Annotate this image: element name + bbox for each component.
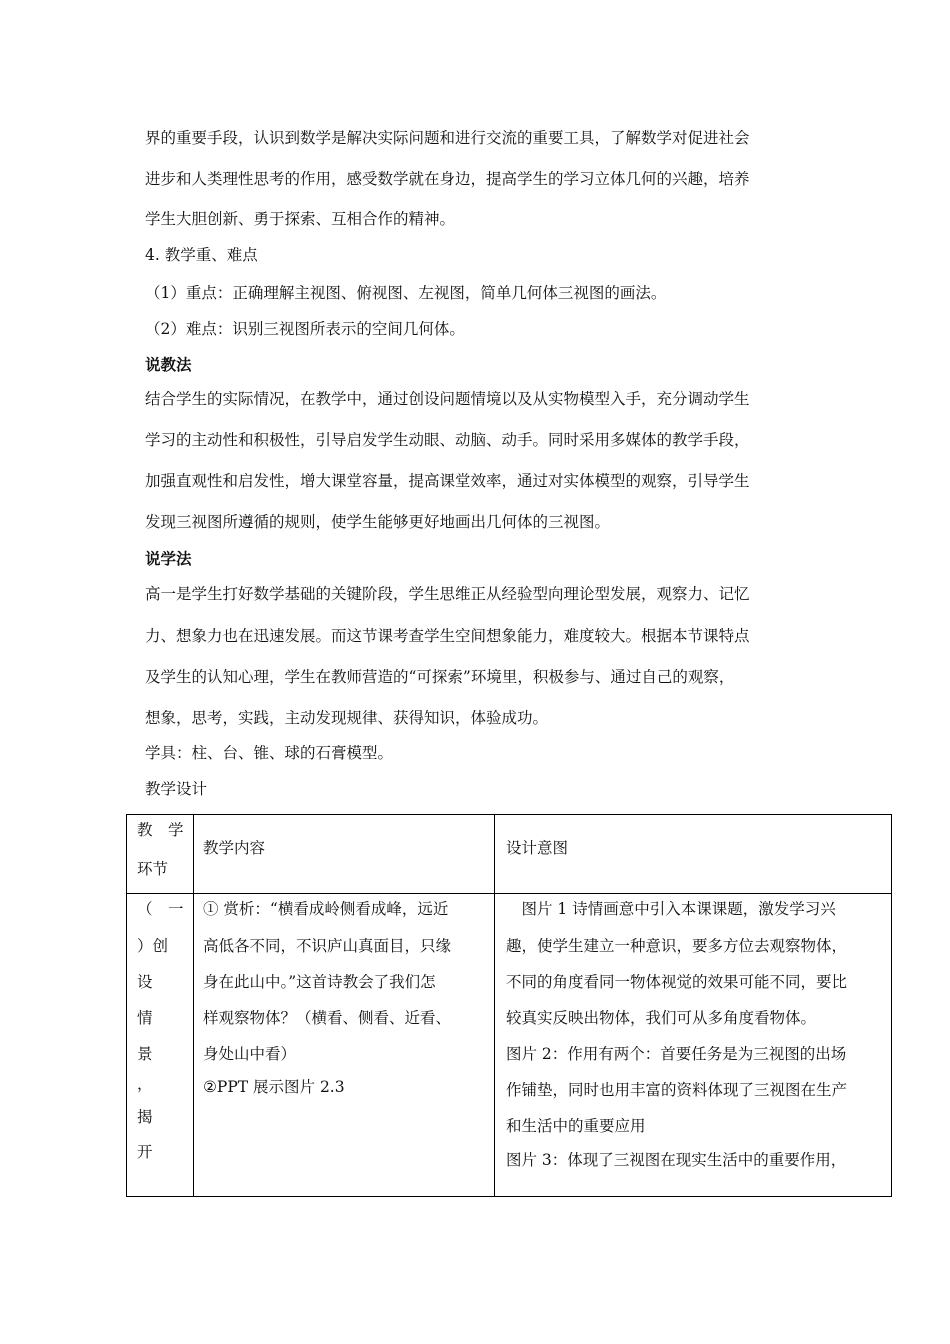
body-text-line: 加强直观性和启发性，增大课堂容量，提高课堂效率，通过对实体模型的观察，引导学生 bbox=[145, 472, 750, 490]
content-line: ②PPT 展示图片 2.3 bbox=[203, 1078, 345, 1096]
heading-learning-method: 说学法 bbox=[145, 550, 192, 568]
body-text-line: 及学生的认知心理，学生在教师营造的“可探索”环境里，积极参与、通过自己的观察， bbox=[145, 668, 735, 686]
table-header-row bbox=[127, 815, 892, 894]
body-text-line: 结合学生的实际情况，在教学中，通过创设问题情境以及从实物模型入手，充分调动学生 bbox=[145, 390, 750, 408]
body-text-line: 高一是学生打好数学基础的关键阶段，学生思维正从经验型向理论型发展，观察力、记忆 bbox=[145, 585, 750, 603]
content-line: 高低各不同，不识庐山真面目，只缘 bbox=[203, 937, 452, 955]
header-intent-label: 设计意图 bbox=[506, 839, 569, 857]
header-stage-line: 环节 bbox=[137, 860, 169, 878]
content-line: 身处山中看） bbox=[203, 1045, 297, 1063]
header-content-label: 教学内容 bbox=[203, 839, 266, 857]
content-line: 身在此山中。”这首诗教会了我们怎 bbox=[203, 973, 436, 991]
heading-teaching-method: 说教法 bbox=[145, 356, 192, 374]
stage-line: 设 bbox=[137, 973, 153, 991]
content-line: ① 赏析：“横看成岭侧看成峰，远近 bbox=[203, 900, 449, 918]
intent-line: 不同的角度看同一物体视觉的效果可能不同，要比 bbox=[506, 973, 848, 991]
key-point-line: （1）重点：正确理解主视图、俯视图、左视图，简单几何体三视图的画法。 bbox=[145, 284, 667, 302]
stage-line: 情 bbox=[137, 1009, 153, 1027]
teaching-design-table bbox=[126, 814, 892, 1197]
teaching-design-label: 教学设计 bbox=[145, 780, 208, 798]
stage-line: 揭 bbox=[137, 1108, 153, 1126]
stage-cell bbox=[127, 894, 194, 1197]
intent-line: 作铺垫，同时也用丰富的资料体现了三视图在生产 bbox=[506, 1081, 848, 1099]
stage-line: ）创 bbox=[137, 937, 169, 955]
content-line: 样观察物体？（横看、侧看、近看、 bbox=[203, 1009, 452, 1027]
intent-line: 较真实反映出物体，我们可从多角度看物体。 bbox=[506, 1009, 817, 1027]
header-stage-line: 教 学 bbox=[137, 821, 184, 839]
learning-tools-line: 学具：柱、台、锥、球的石膏模型。 bbox=[145, 744, 394, 762]
section-heading-4: 4. 教学重、难点 bbox=[145, 246, 258, 264]
body-text-line: 发现三视图所遵循的规则，使学生能够更好地画出几何体的三视图。 bbox=[145, 513, 611, 531]
content-cell bbox=[194, 894, 495, 1197]
body-text-line: 界的重要手段，认识到数学是解决实际问题和进行交流的重要工具，了解数学对促进社会 bbox=[145, 129, 750, 147]
header-cell-content bbox=[194, 815, 495, 894]
stage-line: （ 一 bbox=[137, 900, 184, 918]
intent-line: 和生活中的重要应用 bbox=[506, 1117, 646, 1135]
stage-line: 景 bbox=[137, 1045, 153, 1063]
intent-line: 图片 1 诗情画意中引入本课课题，激发学习兴 bbox=[506, 900, 836, 918]
body-text-line: 想象，思考，实践，主动发现规律、获得知识，体验成功。 bbox=[145, 709, 549, 727]
difficulty-line: （2）难点：识别三视图所表示的空间几何体。 bbox=[145, 320, 465, 338]
intent-line: 趣，使学生建立一种意识，要多方位去观察物体， bbox=[506, 937, 848, 955]
stage-line: 开 bbox=[137, 1143, 153, 1161]
intent-line: 图片 2：作用有两个：首要任务是为三视图的出场 bbox=[506, 1045, 847, 1063]
body-text-line: 力、想象力也在迅速发展。而这节课考查学生空间想象能力，难度较大。根据本节课特点 bbox=[145, 627, 750, 645]
body-text-line: 进步和人类理性思考的作用，感受数学就在身边，提高学生的学习立体几何的兴趣，培养 bbox=[145, 170, 750, 188]
header-cell-stage bbox=[127, 815, 194, 894]
intent-line: 图片 3：体现了三视图在现实生活中的重要作用， bbox=[506, 1151, 847, 1169]
table-row bbox=[127, 894, 892, 1197]
body-text-line: 学习的主动性和积极性，引导启发学生动眼、动脑、动手。同时采用多媒体的教学手段， bbox=[145, 431, 750, 449]
stage-line: ， bbox=[137, 1075, 153, 1093]
header-cell-intent bbox=[495, 815, 892, 894]
intent-cell bbox=[495, 894, 892, 1197]
body-text-line: 学生大胆创新、勇于探索、互相合作的精神。 bbox=[145, 210, 456, 228]
